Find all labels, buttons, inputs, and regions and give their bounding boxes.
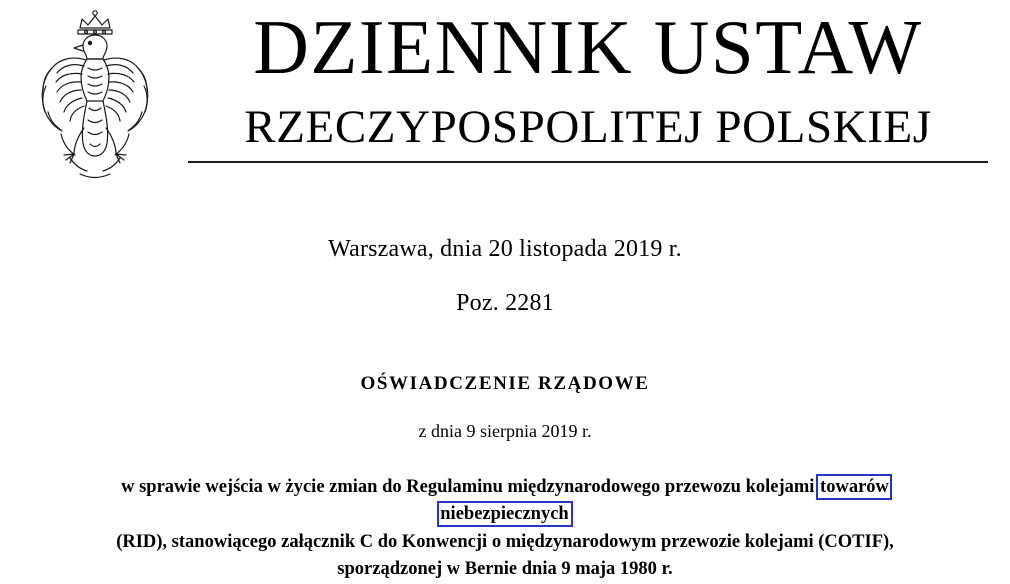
masthead [0, 0, 1010, 192]
masthead-titles [170, 6, 988, 163]
page-subtitle: RZECZYPOSPOLITEJ POLSKIEJ [244, 100, 932, 153]
document-subject [60, 474, 950, 584]
masthead-divider [188, 161, 988, 163]
document-body [0, 236, 1010, 584]
position-number: Poz. 2281 [456, 290, 554, 316]
subject-part-1: w sprawie wejścia w życie zmian do Regulaminu międzynarodowego przewozu kolejami [121, 477, 820, 497]
publication-place-date: Warszawa, dnia 20 listopada 2019 r. [328, 236, 682, 262]
document-date: z dnia 9 sierpnia 2019 r. [418, 421, 592, 441]
subject-line-3: sporządzonej w Bernie dnia 9 maja 1980 r. [337, 559, 673, 580]
subject-line-2: (RID), stanowiącego załącznik C do Konwencji o międzynarodowym przewozie kolejami (COTIF), [116, 531, 894, 552]
highlighted-phrase[interactable]: towarów niebezpiecznych [440, 477, 889, 525]
page-title: DZIENNIK USTAW [253, 4, 923, 90]
document-kind: OŚWIADCZENIE RZĄDOWE [360, 373, 650, 394]
polish-eagle-emblem [20, 8, 170, 186]
